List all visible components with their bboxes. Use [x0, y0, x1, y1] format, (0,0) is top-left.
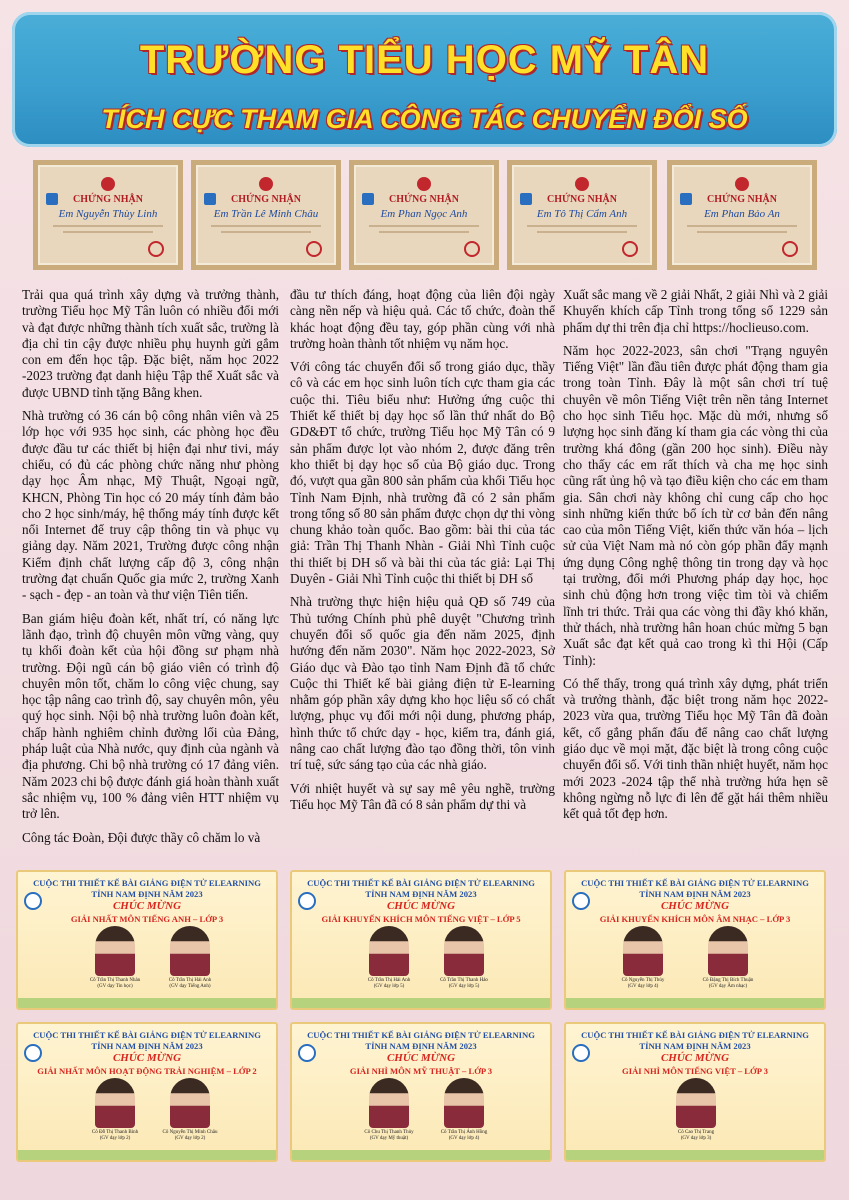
contest-title: CUỘC THI THIẾT KẾ BÀI GIẢNG ĐIỆN TỬ ELEARNING — [307, 878, 535, 888]
logo-icon — [680, 193, 692, 205]
congrats-label: CHÚC MỪNG — [112, 1052, 182, 1064]
seal-icon — [622, 241, 638, 257]
teacher-caption — [80, 1130, 150, 1142]
school-logo-icon — [24, 892, 42, 910]
avatar — [444, 926, 484, 976]
seal-icon — [306, 241, 322, 257]
teacher-role: (GV dạy lớp 5) — [448, 984, 480, 989]
emblem-icon — [101, 177, 115, 191]
school-logo-icon — [24, 1044, 42, 1062]
emblem-icon — [259, 177, 273, 191]
article-column-1 — [22, 287, 279, 853]
teacher-photo — [442, 926, 486, 990]
article-column-2 — [290, 287, 555, 820]
emblem-icon — [417, 177, 431, 191]
teacher-name: Cô Trần Thị Ánh Hồng — [440, 1130, 488, 1135]
page-subtitle: TÍCH CỰC THAM GIA CÔNG TÁC CHUYỂN ĐỔI SỐ — [101, 104, 748, 134]
teacher-name: Cô Nguyễn Thị Thủy — [621, 978, 665, 983]
teacher-role: (GV dạy Mỹ thuật) — [369, 1136, 409, 1141]
teacher-name: Cô Trần Thị Hải Anh — [168, 978, 212, 983]
congrats-label: CHÚC MỪNG — [386, 900, 456, 912]
article-column-3 — [563, 287, 828, 830]
certificate-name: Em Trần Lê Minh Châu — [213, 208, 319, 220]
teacher-name: Cô Đặng Thị Bích Thuận — [702, 978, 754, 983]
teacher-photo — [702, 926, 754, 990]
divider — [63, 231, 153, 233]
paragraph: Có thể thấy, trong quá trình xây dựng, phát triển và trưởng thành, đặc biệt trong năm học 2022-2023 vừa qua, trường Tiểu học Mỹ Tân đã đoàn kết, cố gắng phấn đấu để nâng cao chất lượng giáo dục về mọi mặt, đặc biệt là trong công cuộc chuyển đổi số. Với tinh thần nhiệt huyết, năm học mới 2023 -2024 tập thể nhà trường hứa hẹn sẽ không ngừng nỗ lực đi lên để gặt hái thêm nhiều kết quả tốt đẹp hơn. — [563, 675, 828, 822]
grass-decoration — [18, 998, 276, 1008]
paragraph: Công tác Đoàn, Đội được thầy cô chăm lo và — [22, 829, 261, 845]
teacher-photo — [168, 926, 212, 990]
teacher-role: (GV dạy lớp 3) — [680, 1136, 712, 1141]
contest-province: TỈNH NAM ĐỊNH NĂM 2023 — [365, 1041, 477, 1051]
contest-title: CUỘC THI THIẾT KẾ BÀI GIẢNG ĐIỆN TỬ ELEARNING — [33, 878, 261, 888]
contest-province: TỈNH NAM ĐỊNH NĂM 2023 — [91, 889, 203, 899]
teacher-photo — [674, 1078, 718, 1142]
contest-province: TỈNH NAM ĐỊNH NĂM 2023 — [91, 1041, 203, 1051]
teacher-photo — [89, 926, 141, 990]
paragraph: Nhà trường thực hiện hiệu quả QĐ số 749 của Thủ tướng Chính phủ phê duyệt "Chương trình chuyển đổi số quốc gia đến năm 2025, định hướng đến năm 2030". Năm học 2022-2023, Sở Giáo dục và Đào tạo tỉnh Nam Định đã tổ chức Cuộc thi Thiết kế bài giảng điện tử E-learning nhằm góp phần xây dựng kho học liệu số có chất lượng, phục vụ đổi mới nội dung, phương pháp, hình thức tổ chức dạy - học, kiểm tra, đánh giá, nâng cao chất lượng đào tạo đồng thời, tôn vinh trí tuệ, sức sáng tạo của các nhà giáo. — [290, 594, 555, 773]
teacher-photo — [621, 926, 665, 990]
teacher-caption — [429, 1130, 499, 1142]
certificate-heading: CHỨNG NHẬN — [707, 194, 777, 205]
avatar — [444, 1078, 484, 1128]
logo-icon — [520, 193, 532, 205]
contest-province: TỈNH NAM ĐỊNH NĂM 2023 — [365, 889, 477, 899]
paragraph: Năm học 2022-2023, sân chơi "Trạng nguyên Tiếng Việt" lần đầu tiên được phát động tham gia trong toàn Tỉnh. Đây là một sân chơi trí tuệ chuyên về môn Tiếng Việt trên nền tảng Internet cho học sinh Tiểu học. Mặc dù mới, nhưng số lượng học sinh đăng kí tham gia các vòng thi của trường khá đông (gần 200 học sinh). Điều này cho thấy các em rất thích và cha mẹ học sinh cũng rất ủng hộ và tạo điều kiện cho các em tham gia. Sân chơi này không chỉ cung cấp cho học sinh những kiến thức bổ ích từ cơ bản đến nâng cao của môn Tiếng Việt, kiến thức văn hóa – lịch sử của Việt Nam mà nó còn góp phần đẩy mạnh ứng dụng Công nghệ thông tin trong dạy và học tại trường, đổi mới Phương pháp dạy học, học sinh chủ động hơn trong việc tìm tòi và chiếm lĩnh tri thức. Trải qua các vòng thi đầy khó khăn, thử thách, nhà trường hân hoan chúc mừng 5 bạn Xuất sắc đạt kết quả cao trong kì thi Hội (Cấp Tỉnh): — [563, 342, 828, 668]
teacher-name: Cô Trần Thị Hải Anh — [367, 978, 411, 983]
award-label: GIẢI NHẤT MÔN HOẠT ĐỘNG TRẢI NGHIỆM – LỚP 2 — [37, 1066, 257, 1076]
teacher-photo — [162, 1078, 218, 1142]
certificate-image — [191, 160, 341, 270]
school-logo-icon — [572, 892, 590, 910]
teacher-caption — [155, 1130, 225, 1142]
congrats-label: CHÚC MỪNG — [660, 1052, 730, 1064]
award-banner — [564, 1022, 826, 1162]
teacher-photo — [442, 1078, 486, 1142]
teacher-caption — [608, 978, 678, 990]
certificate-name: Em Phan Ngọc Anh — [380, 208, 468, 220]
teacher-caption — [80, 978, 150, 990]
teacher-caption — [661, 1130, 731, 1142]
certificate-name: Em Phan Bảo An — [704, 208, 780, 220]
certificate-name: Em Nguyễn Thùy Linh — [58, 208, 158, 220]
certificate-image — [349, 160, 499, 270]
teacher-role: (GV dạy Tin học) — [97, 984, 133, 989]
contest-title: CUỘC THI THIẾT KẾ BÀI GIẢNG ĐIỆN TỬ ELEARNING — [307, 1030, 535, 1040]
divider — [379, 231, 469, 233]
divider — [53, 225, 163, 227]
teacher-role: (GV dạy Âm nhạc) — [708, 984, 748, 989]
avatar — [170, 1078, 210, 1128]
school-logo-icon — [298, 1044, 316, 1062]
logo-icon — [362, 193, 374, 205]
divider — [697, 231, 787, 233]
avatar — [95, 926, 135, 976]
teacher-role: (GV dạy lớp 4) — [627, 984, 659, 989]
teacher-role: (GV dạy lớp 4) — [448, 1136, 480, 1141]
congrats-label: CHÚC MỪNG — [386, 1052, 456, 1064]
certificate-image — [667, 160, 817, 270]
award-label: GIẢI NHÌ MÔN MỸ THUẬT – LỚP 3 — [349, 1066, 493, 1076]
seal-icon — [148, 241, 164, 257]
paragraph: Trải qua quá trình xây dựng và trưởng thành, trường Tiểu học Mỹ Tân luôn có nhiều đổi mới và đạt được những thành tích xuất sắc, trường là địa chỉ tin cậy được nhiều phụ huynh gửi gắm con em đến học tập. Đặc biệt, năm học 2022 -2023 trường đạt danh hiệu Tập thể Xuất sắc và được UBND tỉnh tặng Bằng khen. — [22, 287, 279, 400]
avatar — [676, 1078, 716, 1128]
teacher-photo — [364, 1078, 414, 1142]
teacher-name: Cô Chu Thị Thanh Thủy — [364, 1130, 414, 1135]
certificate-name: Em Tô Thị Cẩm Anh — [536, 208, 628, 220]
teacher-photo — [93, 1078, 137, 1142]
certificate-heading: CHỨNG NHẬN — [547, 194, 617, 205]
paragraph: Ban giám hiệu đoàn kết, nhất trí, có năng lực lãnh đạo, trình độ chuyên môn vững vàng, quy tụ khối đoàn kết của hội đồng sư phạm nhà trường. Đội ngũ cán bộ giáo viên có trình độ chuyên môn tốt, chăm lo công việc chung, say học tập nâng cao trình độ, say chuyên môn, yêu quý học sinh. Nội bộ nhà trường luôn đoàn kết, chấp hành nghiêm chỉnh đường lối của Đảng, pháp luật của Nhà nước, quy định của ngành và địa phương. Chi bộ nhà trường có 17 đảng viên. Năm 2023 chi bộ được đánh giá hoàn thành xuất sắc nhiệm vụ, 100 % đảng viên HTT nhiệm vụ trở lên. — [22, 610, 279, 822]
divider — [369, 225, 479, 227]
teacher-caption — [155, 978, 225, 990]
paragraph: Xuất sắc mang về 2 giải Nhất, 2 giải Nhì và 2 giải Khuyến khích cấp Tỉnh trong tổng số 1229 sản phẩm dự thi trên địa chỉ https://hoclieuso.com. — [563, 287, 828, 335]
divider — [211, 225, 321, 227]
award-banner — [16, 1022, 278, 1162]
teacher-name: Cô Cao Thị Trang — [677, 1130, 715, 1135]
contest-title: CUỘC THI THIẾT KẾ BÀI GIẢNG ĐIỆN TỬ ELEARNING — [581, 878, 809, 888]
avatar — [369, 926, 409, 976]
congrats-label: CHÚC MỪNG — [660, 900, 730, 912]
school-logo-icon — [298, 892, 316, 910]
grass-decoration — [292, 998, 550, 1008]
certificate-image — [33, 160, 183, 270]
award-label: GIẢI KHUYẾN KHÍCH MÔN ÂM NHẠC – LỚP 3 — [599, 914, 791, 924]
avatar — [95, 1078, 135, 1128]
avatar — [369, 1078, 409, 1128]
certificate-heading: CHỨNG NHẬN — [73, 194, 143, 205]
school-logo-icon — [572, 1044, 590, 1062]
teacher-name: Cô Nguyễn Thị Minh Châu — [162, 1130, 218, 1135]
divider — [687, 225, 797, 227]
award-label: GIẢI NHÌ MÔN TIẾNG VIỆT – LỚP 3 — [622, 1066, 768, 1076]
grass-decoration — [292, 1150, 550, 1160]
avatar — [623, 926, 663, 976]
page-title: TRƯỜNG TIỂU HỌC MỸ TÂN — [139, 38, 710, 82]
contest-province: TỈNH NAM ĐỊNH NĂM 2023 — [639, 1041, 751, 1051]
teacher-name: Cô Trần Thị Thanh Nhàn — [89, 978, 141, 983]
award-label: GIẢI NHẤT MÔN TIẾNG ANH – LỚP 3 — [70, 914, 224, 924]
teacher-role: (GV dạy lớp 2) — [99, 1136, 131, 1141]
teacher-caption — [354, 978, 424, 990]
award-banner — [16, 870, 278, 1010]
award-label: GIẢI KHUYẾN KHÍCH MÔN TIẾNG VIỆT – LỚP 5 — [321, 914, 521, 924]
contest-title: CUỘC THI THIẾT KẾ BÀI GIẢNG ĐIỆN TỬ ELEARNING — [33, 1030, 261, 1040]
avatar — [170, 926, 210, 976]
header-banner — [12, 12, 837, 147]
teacher-role: (GV dạy lớp 2) — [174, 1136, 206, 1141]
grass-decoration — [566, 998, 824, 1008]
grass-decoration — [566, 1150, 824, 1160]
avatar — [708, 926, 748, 976]
teacher-role: (GV dạy Tiếng Anh) — [169, 984, 211, 989]
award-banner — [290, 870, 552, 1010]
certificate-image — [507, 160, 657, 270]
certificate-heading: CHỨNG NHẬN — [231, 194, 301, 205]
grass-decoration — [18, 1150, 276, 1160]
logo-icon — [46, 193, 58, 205]
award-banner — [564, 870, 826, 1010]
paragraph: Nhà trường có 36 cán bộ công nhân viên và 25 lớp học với 935 học sinh, các phòng học đều được đầu tư các thiết bị hiện đại như tivi, máy chiếu, có đủ các phòng chức năng như phòng dạy học Âm nhạc, Mỹ Thuật, Ngoại ngữ, KHCN, Phòng Tin học có 20 máy tính đảm bảo cho 2 học sinh/máy, hệ thống máy tính được kết nối Internet để truy cập thông tin và phục vụ giảng dạy. Năm 2021, Trường được công nhận Kiểm định chất lượng cấp độ 3, công nhận trường đạt chuẩn Quốc gia mức 2, trường Xanh - sạch - đẹp - an toàn và thư viện Tiên tiến. — [22, 408, 279, 603]
teacher-name: Cô Trần Thị Thanh Hảo — [440, 978, 488, 983]
seal-icon — [464, 241, 480, 257]
emblem-icon — [575, 177, 589, 191]
certificate-heading: CHỨNG NHẬN — [389, 194, 459, 205]
teacher-caption — [354, 1130, 424, 1142]
contest-title: CUỘC THI THIẾT KẾ BÀI GIẢNG ĐIỆN TỬ ELEARNING — [581, 1030, 809, 1040]
teacher-role: (GV dạy lớp 5) — [373, 984, 405, 989]
divider — [537, 231, 627, 233]
contest-province: TỈNH NAM ĐỊNH NĂM 2023 — [639, 889, 751, 899]
teacher-caption — [429, 978, 499, 990]
logo-icon — [204, 193, 216, 205]
teacher-caption — [693, 978, 763, 990]
paragraph: Với công tác chuyển đổi số trong giáo dục, thầy cô và các em học sinh luôn tích cực tham gia các cuộc thi. Tiêu biểu như: Hưởng ứng cuộc thi Thiết kế thiết bị dạy học số lần thứ nhất do Bộ GD&ĐT tổ chức, trường Tiểu học Mỹ Tân có 9 sản phẩm được lọt vào nhóm 2, được đăng trên kho thiết bị dạy học số của Bộ giáo dục. Trong đó, vượt qua gần 800 sản phẩm của khối Tiểu học Tỉnh Nam Định, nhà trường đã có 2 sản phẩm trong tổng số 80 sản phẩm được chọn dự thi vòng chung khảo toàn quốc. Bao gồm: bài thi của tác giả: Trần Thị Thanh Nhàn - Giải Nhì Tỉnh cuộc thi thiết bị DH số và bài thi của tác giả: Lại Thị Duyên - Giải Nhì Tỉnh cuộc thi thiết bị DH số — [290, 359, 555, 587]
paragraph: đầu tư thích đáng, hoạt động của liên đội ngày càng nền nếp và hiệu quả. Các tổ chức, đoàn thể khác hoạt động đều tay, góp phần cùng với nhà trường hoàn thành tốt nhiệm vụ năm học. — [290, 287, 555, 351]
award-banner — [290, 1022, 552, 1162]
teacher-name: Cô Đỗ Thị Thanh Bình — [91, 1130, 139, 1135]
seal-icon — [782, 241, 798, 257]
certificate-row — [33, 160, 817, 270]
paragraph: Với nhiệt huyết và sự say mê yêu nghề, trường Tiểu học Mỹ Tân đã có 8 sản phẩm dự thi và — [290, 780, 555, 812]
divider — [221, 231, 311, 233]
divider — [527, 225, 637, 227]
teacher-photo — [367, 926, 411, 990]
congrats-label: CHÚC MỪNG — [112, 900, 182, 912]
emblem-icon — [735, 177, 749, 191]
